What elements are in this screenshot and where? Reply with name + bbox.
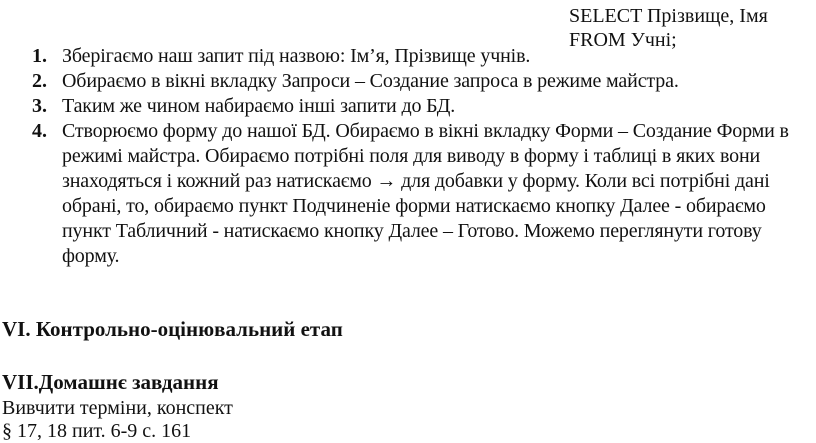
step-text: Обираємо в вікні вкладку Запроси – Создание запроса в режиме майстра. (62, 70, 679, 92)
step-number: 4. (32, 120, 47, 142)
sql-select-line: SELECT Прізвище, Імя (569, 5, 768, 27)
step-item (0, 44, 816, 69)
step-item (0, 119, 816, 269)
step-number: 1. (32, 45, 47, 67)
step-item (0, 69, 816, 94)
step-number: 2. (32, 70, 47, 92)
homework-line-2: § 17, 18 пит. 6-9 с. 161 (2, 420, 192, 442)
step-text: Таким же чином набираємо інші запити до БД. (62, 95, 456, 117)
step-number: 3. (32, 95, 47, 117)
homework-line-1: Вивчити терміни, конспект (2, 397, 233, 419)
step-text: Зберігаємо наш запит під назвою: Ім’я, Прізвище учнів. (62, 45, 531, 67)
step-item (0, 94, 816, 119)
sql-from-line: FROM Учні; (569, 29, 677, 51)
section-heading-vi: VI. Контрольно-оцінювальний етап (2, 317, 343, 341)
steps-list (0, 44, 816, 269)
section-heading-vii: VII.Домашнє завдання (2, 370, 219, 394)
step-text: Створюємо форму до нашої БД. Обираємо в вікні вкладку Форми – Создание Форми в режимі майстра. Обираємо потрібні поля для виводу в форму і таблиці в яких вони знаходяться і кожний раз натискаємо → для добавки у форму. Коли всі потрібні дані обрані, то, обираємо пункт Подчиненіе форми натискаємо кнопку Далее - обираємо пункт Табличний - натискаємо кнопку Далее – Готово. Можемо переглянути готову форму. (62, 120, 789, 267)
